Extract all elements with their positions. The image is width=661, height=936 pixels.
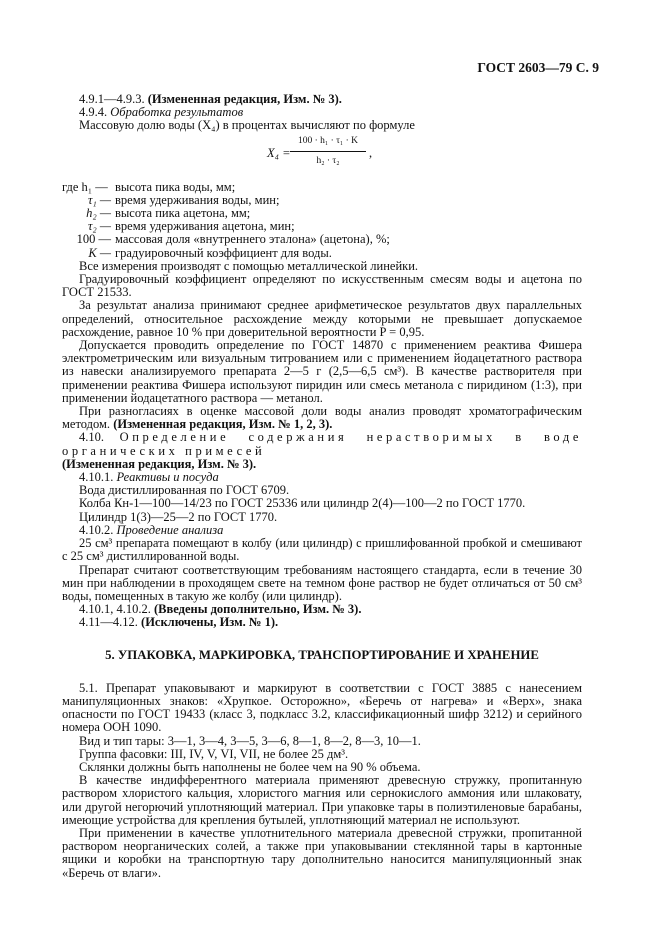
paragraph-fill: Склянки должны быть наполнены не более чем на 90 % объема. <box>79 759 421 774</box>
legend-row: где h₁ — высота пика воды, мм; <box>62 179 236 194</box>
legend-row: 100 — массовая доля «внутреннего эталона» (ацетона), %; <box>76 232 390 247</box>
paragraph-procedure: 25 см³ препарата помещают в колбу (или цилиндр) с пришлифованной пробкой и смешивают с 25 см³ дистиллированной воды. <box>62 536 582 564</box>
formula-lhs: X₄ = <box>267 145 291 160</box>
paragraph-disputes: При разногласиях в оценке массовой доли воды анализ проводят хроматографическим методом. (Измененная редакция, Изм. № 1, 2, 3). <box>62 404 582 432</box>
formula-denominator: h₂ · τ₂ <box>316 155 340 166</box>
formula-comma: , <box>369 145 373 160</box>
formula-fraction <box>290 135 366 168</box>
paragraph-4-9-4: 4.9.4. Обработка результатов <box>79 105 244 120</box>
paragraph-moisture: При применении в качестве уплотнительного материала древесной стружки, пропитанной раствором неорганических солей, а также при упаковывании стеклянной тары в картонные ящики и коробки на транспортную тару дополнительно наносится манипуляционный знак «Беречь от влаги». <box>62 825 582 880</box>
page-header: ГОСТ 2603—79 С. 9 <box>477 60 599 75</box>
paragraph-4-10: 4.10. Определение содержания нерастворимых в воде органических примесей <box>62 430 582 458</box>
paragraph-4-11: 4.11—4.12. (Исключены, Изм. № 1). <box>79 615 279 630</box>
paragraph-fischer: Допускается проводить определение по ГОСТ 14870 с применением реактива Фишера электрометрическим или визуальным титрованием или с применением йодацетатного раствора из навески анализируемого препарата 2—5 г (2,5—6,5 см³). В качестве растворителя при применении реактива Фишера используют пиридин или смесь метанола с пиридином (1:3), при применении йодацетатного раствора — метанол. <box>62 338 582 405</box>
paragraph-4-10-added: 4.10.1, 4.10.2. (Введены дополнительно, Изм. № 3). <box>79 602 362 617</box>
paragraph-criterion: Препарат считают соответствующим требованиям настоящего стандарта, если в течение 30 мин при наблюдении в проходящем свете на темном фоне раствор не будет отличаться от 50 см³ воды, помещенных в такую же колбу (или цилиндр). <box>62 562 582 603</box>
document-body <box>62 93 582 880</box>
paragraph-4-10-2: 4.10.2. Проведение анализа <box>79 522 224 537</box>
legend-row: τ₁ — время удерживания воды, мин; <box>87 192 280 207</box>
formula-legend <box>62 181 582 260</box>
legend-row: τ₂ — время удерживания ацетона, мин; <box>87 219 295 234</box>
paragraph-calibration: Градуировочный коэффициент определяют по искусственным смесям воды и ацетона по ГОСТ 21533. <box>62 272 582 300</box>
paragraph-water: Вода дистиллированная по ГОСТ 6709. <box>79 483 290 498</box>
paragraph-flask: Колба Кн-1—100—14/23 по ГОСТ 25336 или цилиндр 2(4)—100—2 по ГОСТ 1770. <box>79 496 526 511</box>
paragraph-material: В качестве индифферентного материала применяют древесную стружку, пропитанную раствором хлористого кальция, хлористого магния или сернокислого аммония или шлаковату, или другой негорючий уплотняющий материал. При упаковке тары в полиэтиленовые барабаны, имеющие устройства для крепления бутылей, уплотняющий материал не используют. <box>62 773 582 827</box>
paragraph-4-10-1: 4.10.1. Реактивы и посуда <box>79 470 219 485</box>
formula-numerator: 100 · h₁ · τ₁ · K <box>290 135 366 152</box>
paragraph-containers: Вид и тип тары: 3—1, 3—4, 3—5, 3—6, 8—1, 8—2, 8—3, 10—1. <box>79 733 421 748</box>
legend-row: h₂ — высота пика ацетона, мм; <box>86 206 251 221</box>
section-title: 5. УПАКОВКА, МАРКИРОВКА, ТРАНСПОРТИРОВАНИЕ И ХРАНЕНИЕ <box>105 647 539 662</box>
water-fraction-formula <box>62 133 582 181</box>
legend-row: K — градуировочный коэффициент для воды. <box>88 245 332 260</box>
paragraph-packing-group: Группа фасовки: III, IV, V, VI, VII, не более 25 дм³. <box>79 746 349 761</box>
paragraph-cylinder: Цилиндр 1(3)—25—2 по ГОСТ 1770. <box>79 509 278 524</box>
paragraph-result: За результат анализа принимают среднее арифметическое результатов двух параллельных определений, относительное расхождение между которыми не превышает допускаемое расхождение, равное 10 % при доверительной вероятности P = 0,95. <box>62 298 582 339</box>
paragraph-measure: Все измерения производят с помощью металлической линейки. <box>79 258 419 273</box>
paragraph-4-10-amend: (Измененная редакция, Изм. № 3). <box>62 456 257 471</box>
paragraph-4-9-1: 4.9.1—4.9.3. (Измененная редакция, Изм. № 3). <box>79 92 342 106</box>
paragraph-5-1: 5.1. Препарат упаковывают и маркируют в соответствии с ГОСТ 3885 с нанесением манипуляционных знаков: «Хрупкое. Осторожно», «Беречь от нагрева» и «Верх», знака опасности по ГОСТ 19433 (класс 3, подкласс 3.2, классификационный шифр 3212) и серийного номера ООН 1090. <box>62 680 582 735</box>
paragraph-formula-intro: Массовую долю воды (X₄) в процентах вычисляют по формуле <box>79 118 415 133</box>
